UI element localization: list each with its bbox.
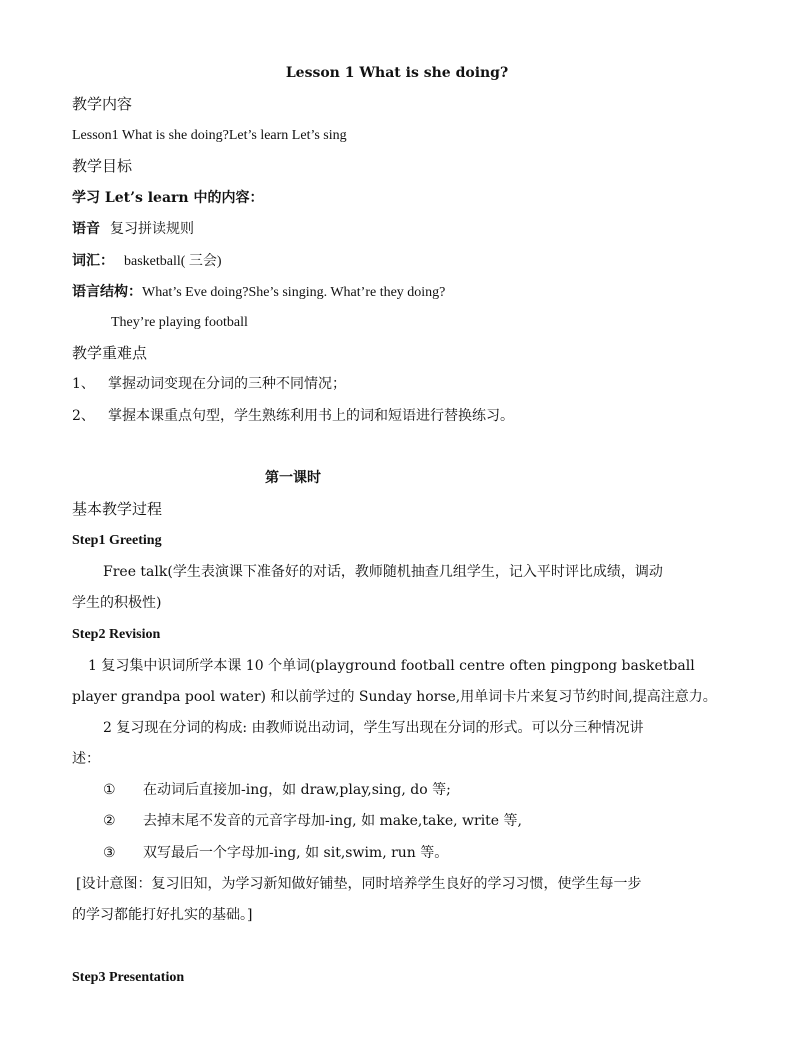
key-item-num: 2、 [72, 408, 95, 424]
structure-label: 语言结构： [72, 284, 142, 300]
rule-item [103, 780, 451, 800]
phonetics-text: 复习拼读规则 [110, 221, 194, 237]
process-heading: 基本教学过程 [72, 500, 163, 518]
key-heading: 教学重难点 [72, 344, 148, 362]
step1-line2: 学生的积极性) [72, 595, 162, 611]
step1-line1: Free talk(学生表演课下准备好的对话，教师随机抽查几组学生，记入平时评比成绩，调动 [103, 564, 663, 580]
key-item-text: 掌握本课重点句型，学生熟练利用书上的词和短语进行替换练习。 [108, 408, 514, 424]
design-line2: 的学习都能打好扎实的基础。] [72, 907, 253, 923]
phonetics-row [72, 219, 194, 239]
vocab-text: basketball( 三会) [124, 254, 222, 269]
rule-item [103, 843, 448, 863]
goal-heading: 教学目标 [72, 157, 133, 175]
step2-line3: 2 复习现在分词的构成: 由教师说出动词，学生写出现在分词的形式。可以分三种情况讲 [103, 720, 644, 736]
phonetics-label: 语音 [72, 221, 100, 237]
rule-text: 在动词后直接加-ing，如 draw,play,sing, do 等; [143, 782, 451, 798]
rule-text: 双写最后一个字母加-ing, 如 sit,swim, run 等。 [143, 845, 449, 861]
step3-title: Step3 Presentation [72, 970, 185, 985]
rule-item [103, 811, 522, 831]
structure-text2: They’re playing football [111, 315, 248, 330]
step2-title: Step2 Revision [72, 627, 161, 642]
content-text: Lesson1 What is she doing?Let’s learn Let’s sing [72, 128, 347, 143]
rule-num: ③ [103, 845, 116, 861]
step2-line1: 1 复习集中识词所学本课 10 个单词(playground football centre often pingpong basketball [88, 658, 695, 674]
structure-text1: What’s Eve doing?She’s singing. What’re they doing? [142, 285, 446, 300]
rule-num: ② [103, 813, 116, 829]
key-item-text: 掌握动词变现在分词的三种不同情况； [108, 376, 346, 392]
structure-row [72, 282, 445, 303]
period-title: 第一课时 [265, 470, 321, 486]
key-item-num: 1、 [72, 376, 95, 392]
rule-num: ① [103, 782, 116, 798]
content-heading: 教学内容 [72, 95, 133, 113]
key-item [72, 374, 346, 394]
step1-title: Step1 Greeting [72, 533, 162, 548]
rule-text: 去掉末尾不发音的元音字母加-ing, 如 make,take, write 等, [143, 813, 522, 829]
step2-line4: 述： [72, 751, 100, 767]
design-line1: [设计意图：复习旧知，为学习新知做好铺垫，同时培养学生良好的学习习惯，使学生每一步 [76, 876, 642, 892]
vocab-row [72, 251, 222, 272]
key-item [72, 406, 514, 426]
step2-line2: player grandpa pool water) 和以前学过的 Sunday horse,用单词卡片来复习节约时间,提高注意力。 [72, 689, 717, 705]
learn-heading: 学习 Let’s learn 中的内容： [72, 190, 264, 206]
page-title: Lesson 1 What is she doing? [285, 65, 509, 81]
vocab-label: 词汇： [72, 253, 114, 269]
